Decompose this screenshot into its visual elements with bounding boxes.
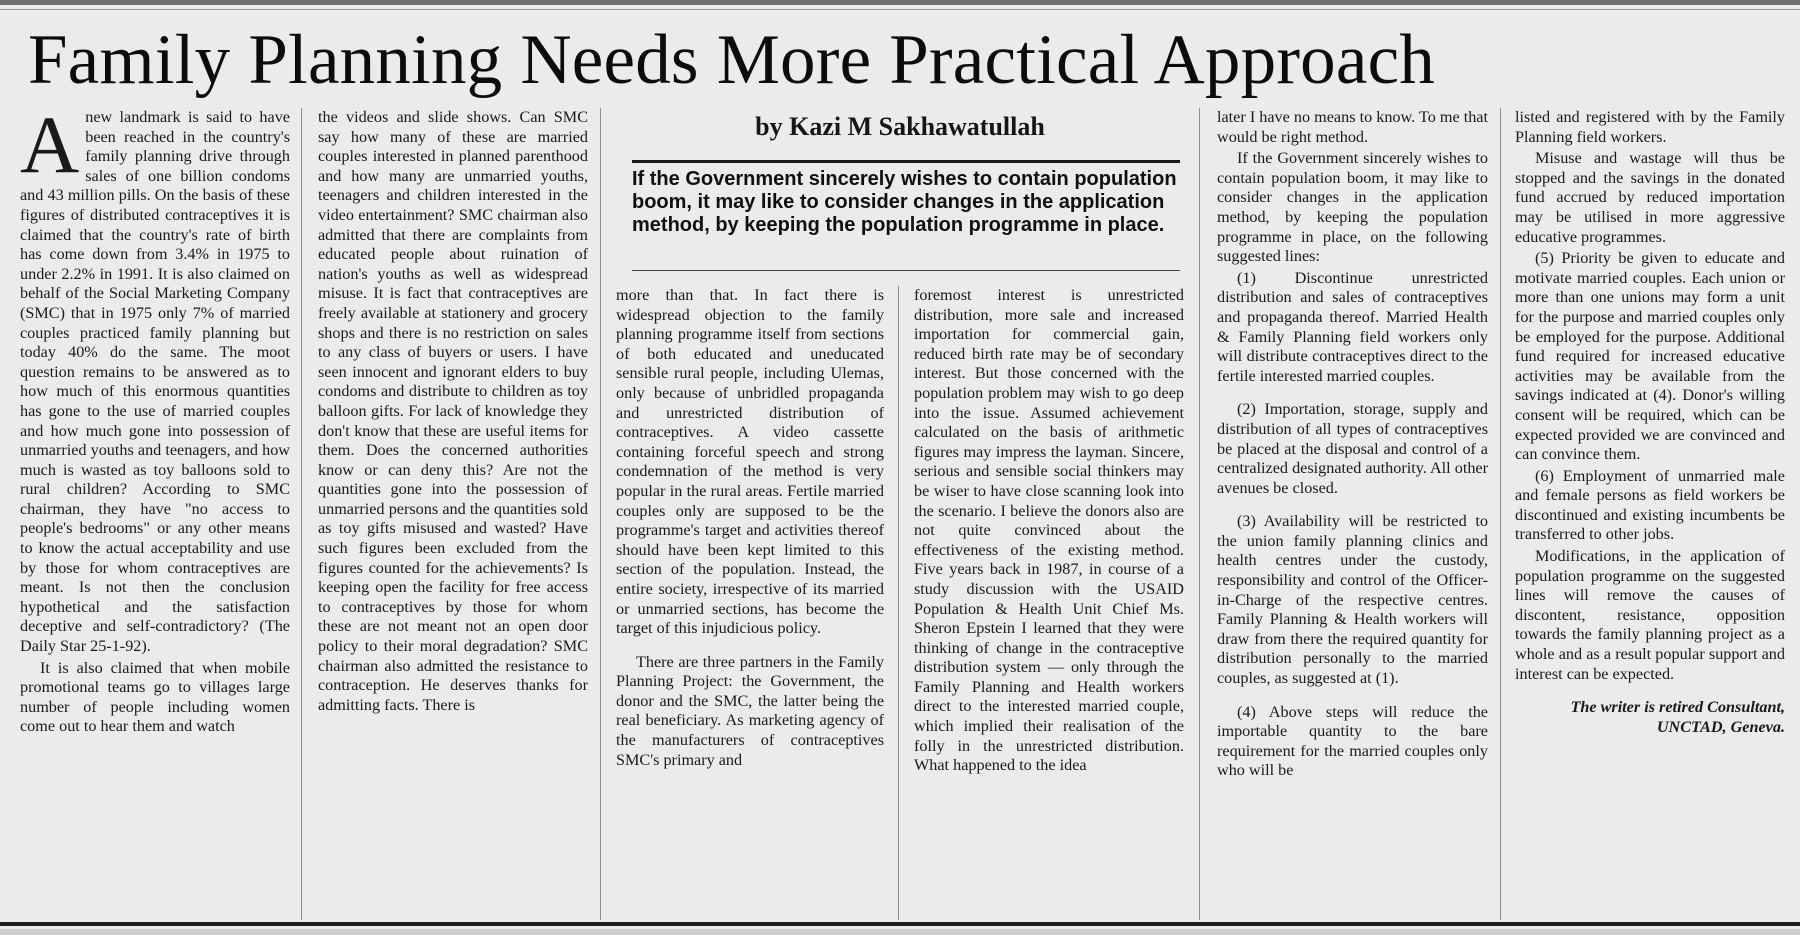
column-divider: [1199, 108, 1200, 920]
list-item: (5) Priority be given to educate and motivate married couples. Each union or more than one unions may form a unit for the purpose and married couples only be employed for the purpose. Additional fund required for increased educative activities may be available from the savings indicated at (4). Donor's willing consent will be required, which can be expected provided we are convinced and can convince them.: [1515, 249, 1785, 464]
paragraph: more than that. In fact there is widespread objection to the family planning programme itself from sections of both educated and uneducated sensible rural people, including Ulemas, only because of unbridled propaganda and unrestricted distribution of contraceptives. A video cassette containing forceful speech and strong condemnation of the method is very popular in the rural areas. Fertile married couples only are supposed to be the programme's target and activities thereof should have been kept limited to this section of the population. Instead, the entire society, irrespective of its married or unmarried sections, has become the target of this injudicious policy.: [616, 286, 884, 638]
pullquote-bottom-rule: [632, 270, 1180, 271]
paragraph: [20, 108, 290, 657]
list-item: (3) Availability will be restricted to the union family planning clinics and health centres under the custody, responsibility and control of the Officer-in-Charge of the respective centres. Family Planning & Health workers will draw from there the required quantity for distribution personally to the married couples, as suggested at (1).: [1217, 512, 1488, 688]
top-rule: [0, 0, 1800, 5]
list-item: (6) Employment of unmarried male and female persons as field workers be discontinued and existing incumbents be transferred to other jobs.: [1515, 466, 1785, 544]
headline: Family Planning Needs More Practical Approach: [28, 21, 1435, 99]
paragraph: listed and registered with by the Family Planning field workers.: [1515, 108, 1785, 146]
byline: by Kazi M Sakhawatullah: [755, 112, 1045, 141]
paragraph: It is also claimed that when mobile promotional teams go to villages large number of people including women come out to hear them and watch: [20, 658, 290, 736]
column-2: [318, 108, 588, 914]
column-divider: [301, 108, 302, 920]
paragraph: foremost interest is unrestricted distribution, more sale and increased importation for commercial gain, reduced birth rate may be of secondary interest. But those concerned with the population problem may wish to go deep into the issue. Assumed achievement calculated on the basis of arithmetic figures may impress the layman. Sincere, serious and sensible social thinkers may be wiser to have close scanning look into the scenario. I believe the donors also are not quite convinced about the effectiveness of the existing method. Five years back in 1987, in course of a study discussion with the USAID Population & Health Unit Chief Ms. Sheron Epstein I learned that they were thinking of change in the contraceptive distribution system — only through the Family Planning and Health workers direct to the interested married couple, which implied their realisation of the folly in the unrestricted distribution. What happened to the idea: [914, 286, 1184, 775]
column-6: [1515, 108, 1785, 914]
list-item: (4) Above steps will reduce the importable quantity to the bare requirement for the married couples only who will be: [1217, 702, 1488, 780]
column-4: [914, 286, 1184, 914]
author-signoff: The writer is retired Consultant, UNCTAD, Geneva.: [1570, 698, 1785, 736]
pullquote-top-rule: [632, 160, 1180, 163]
pullquote: If the Government sincerely wishes to contain population boom, it may like to consider changes in the application method, by keeping the population programme in place.: [632, 168, 1177, 236]
column-3: [616, 286, 884, 914]
bottom-rule: [0, 922, 1800, 926]
paragraph: Modifications, in the application of population programme on the suggested lines will remove the causes of discontent, resistance, opposition towards the family planning project as a whole and as a result popular support and interest can be expected.: [1515, 547, 1785, 683]
drop-cap: A: [20, 108, 80, 190]
bottom-margin: [0, 929, 1800, 935]
column-divider: [898, 286, 899, 920]
column-5: [1217, 108, 1488, 914]
paragraph: If the Government sincerely wishes to contain population boom, it may like to consider changes in the application method, by keeping the population programme in place, on the following suggested lines:: [1217, 149, 1488, 266]
paragraph: There are three partners in the Family Planning Project: the Government, the donor and the SMC, the latter being the real beneficiary. As marketing agency of the manufacturers of contraceptives SMC's primary and: [616, 652, 884, 769]
paragraph-text: new landmark is said to have been reached in the country's family planning drive through sales of one billion condoms and 43 million pills. On the basis of these figures of distributed contraceptives it is claimed that the country's rate of birth has come down from 3.4% in 1975 to under 2.2% in 1991. It is also claimed on behalf of the Social Marketing Company (SMC) that in 1975 only 7% of married couples practiced family planning but today 40% do the same. The moot question remains to be answered as to how much of this enormous quantities has gone to the use of married couples and how much gone into possession of unmarried youths and teenagers, and how much is wasted as toy balloons sold to rural children? According to SMC chairman, they have "no access to people's bedrooms" or any other means to know the actual acceptability and use by those for whom contraceptives are meant. Is not then the conclusion hypothetical and the satisfaction deceptive and self-contradictory? (The Daily Star 25-1-92).: [20, 108, 290, 656]
top-rule-thin: [0, 9, 1800, 10]
paragraph: later I have no means to know. To me that would be right method.: [1217, 108, 1488, 146]
column-1: [20, 108, 290, 914]
paragraph: Misuse and wastage will thus be stopped and the savings in the donated fund accrued by reduced importation may be utilised in more aggressive educative programmes.: [1515, 149, 1785, 246]
list-item: (1) Discontinue unrestricted distribution and sales of contraceptives and propaganda thereof. Married Health & Family Planning field workers only will distribute contraceptives direct to the fertile interested married couples.: [1217, 268, 1488, 385]
column-divider: [600, 108, 601, 920]
list-item: (2) Importation, storage, supply and distribution of all types of contraceptives be placed at the disposal and control of a centralized designated authority. All other avenues be closed.: [1217, 400, 1488, 497]
column-divider: [1500, 108, 1501, 920]
paragraph: the videos and slide shows. Can SMC say how many of these are married couples interested in planned parenthood and how many are unmarried youths, teenagers and children interested in the video entertainment? SMC chairman also admitted that there are complaints from educated people about ruination of nation's youths as well as widespread misuse. It is fact that contraceptives are freely available at stationery and grocery shops and there is no restriction on sales to any class of buyers or users. I have seen innocent and ignorant elders to buy condoms and distribute to children as toy balloon gifts. For lack of knowledge they don't know that these are useful items for them. Does the concerned authorities know or can deny this? Are not the quantities gone into the possession of unmarried persons and the quantities sold as toy gifts misused and wasted? Have such figures been excluded from the figures counted for the achievements? Is keeping open the facility for free access to contraceptives by those for whom these are not meant not an open door policy to their moral degradation? SMC chairman also admitted the resistance to contraception. He deserves thanks for admitting facts. There is: [318, 108, 588, 714]
